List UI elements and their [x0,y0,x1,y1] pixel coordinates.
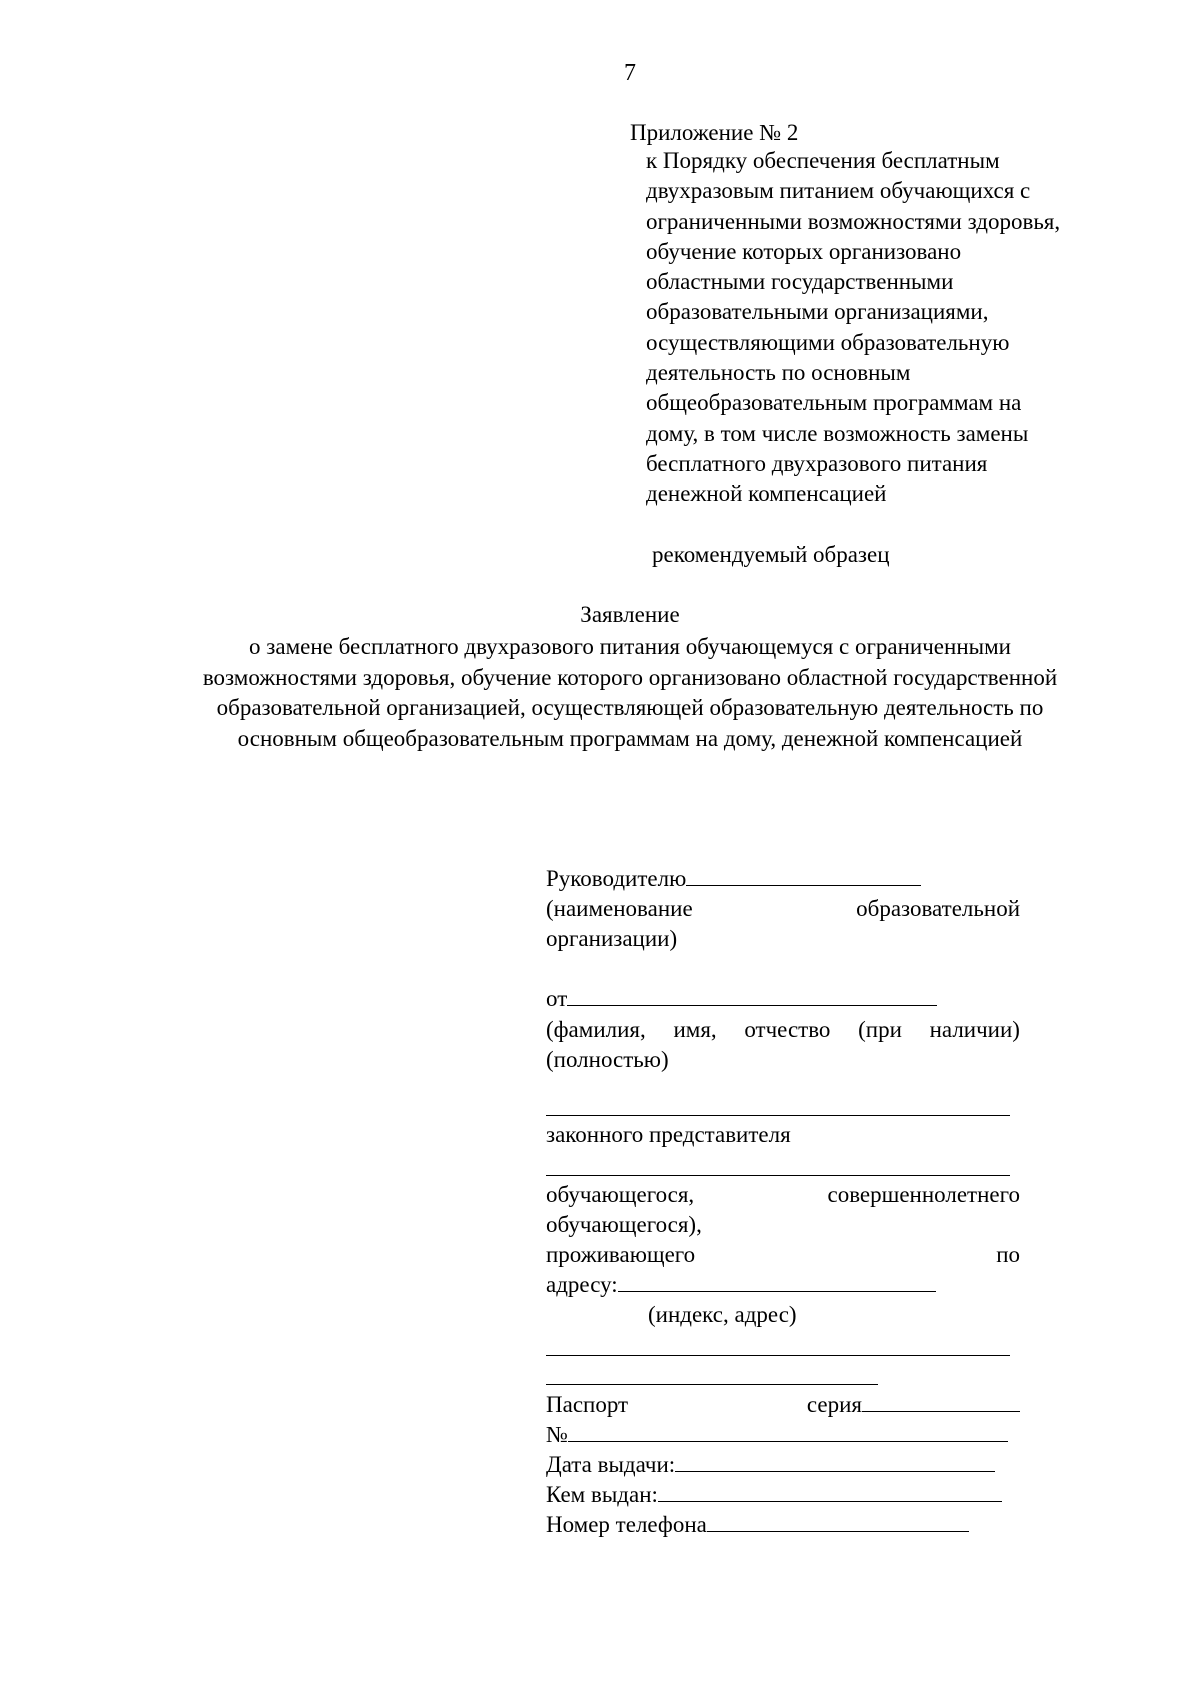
head-name-field[interactable] [686,865,921,886]
statement-line: возможностями здоровья, обучение которого организовано областной государственной [202,664,1058,690]
passport-row [546,1390,1020,1420]
appendix-line: деятельность по основным [646,360,911,386]
issue-date-field[interactable] [675,1451,995,1472]
statement-title: Заявление [580,602,680,627]
address-field[interactable] [618,1271,936,1292]
issue-date-label: Дата выдачи: [546,1452,676,1477]
phone-row [546,1510,1020,1540]
fio-note-row [546,1015,1020,1045]
representative-row [546,1120,1020,1150]
statement-subject [130,632,1130,754]
living-note-1: проживающего [546,1242,696,1267]
page-number: 7 [624,60,636,86]
student-note-2: совершеннолетнего [827,1182,1020,1207]
phone-field[interactable] [707,1511,969,1532]
passport-label: Паспорт [546,1392,629,1417]
appendix-line: денежной компенсацией [646,481,887,507]
representative-label: законного представителя [546,1122,791,1147]
address-note: (индекс, адрес) [648,1302,797,1327]
number-label: № [546,1422,568,1447]
statement-line: основным общеобразовательным программам на дому, денежной компенсацией [237,725,1023,751]
org-note-row-2 [546,924,1020,954]
issued-by-field[interactable] [658,1481,1002,1502]
student-note-1: обучающегося, [546,1182,695,1207]
statement-line: о замене бесплатного двухразового питания обучающемуся с ограниченными [249,634,1011,659]
from-name-field[interactable] [567,985,937,1006]
appendix-line: общеобразовательным программам на [646,390,1022,416]
org-note-1: (наименование [546,896,693,921]
fio-word: (при [858,1017,902,1042]
from-label: от [546,986,568,1011]
student-name-field[interactable] [546,1175,1010,1176]
phone-label: Номер телефона [546,1512,707,1537]
appendix-line: обучение которых организовано [646,238,962,264]
address-continued-field[interactable] [546,1355,1010,1356]
living-row [546,1240,1020,1270]
from-row [546,984,1020,1014]
org-note-3: организации) [546,926,678,951]
head-label: Руководителю [546,866,687,891]
appendix-line: осуществляющими образовательную [646,329,1010,355]
org-note-row [546,894,1020,924]
student-row [546,1180,1020,1210]
appendix-line: областными государственными [646,269,954,295]
org-note-2: образовательной [856,896,1020,921]
issued-by-label: Кем выдан: [546,1482,658,1507]
representative-name-field[interactable] [546,1115,1010,1116]
appendix-line: образовательными организациями, [646,299,989,325]
appendix-line: дому, в том числе возможность замены [646,420,1029,446]
fio-word: (фамилия, [546,1017,646,1042]
student-note-3: обучающегося), [546,1212,702,1237]
number-row [546,1420,1020,1450]
issued-by-row [546,1480,1020,1510]
address-label: адресу: [546,1272,618,1297]
appendix-line: к Порядку обеспечения бесплатным [646,148,1000,173]
address-continued-field-2[interactable] [546,1384,878,1385]
passport-number-field[interactable] [568,1421,1008,1442]
sample-label: рекомендуемый образец [652,542,890,567]
fio-word: имя, [673,1017,717,1042]
student-row-2 [546,1210,1020,1240]
statement-line: образовательной организацией, осуществляющей образовательную деятельность по [216,695,1044,720]
appendix-title: Приложение № 2 [630,120,799,145]
fio-full-note: (полностью) [546,1047,669,1072]
appendix-line: бесплатного двухразового питания [646,450,988,476]
fio-word: наличии) [929,1017,1020,1042]
appendix-line: двухразовым питанием обучающихся с [646,178,1031,204]
series-field[interactable] [862,1391,1020,1412]
series-label: серия [806,1392,862,1417]
address-row [546,1270,1020,1300]
head-row [546,864,1020,894]
appendix-line: ограниченными возможностями здоровья, [646,208,1061,234]
fio-word: отчество [744,1017,831,1042]
fio-note-row-2 [546,1045,1020,1075]
living-note-2: по [996,1242,1020,1267]
issue-date-row [546,1450,1020,1480]
appendix-body [646,146,1126,510]
